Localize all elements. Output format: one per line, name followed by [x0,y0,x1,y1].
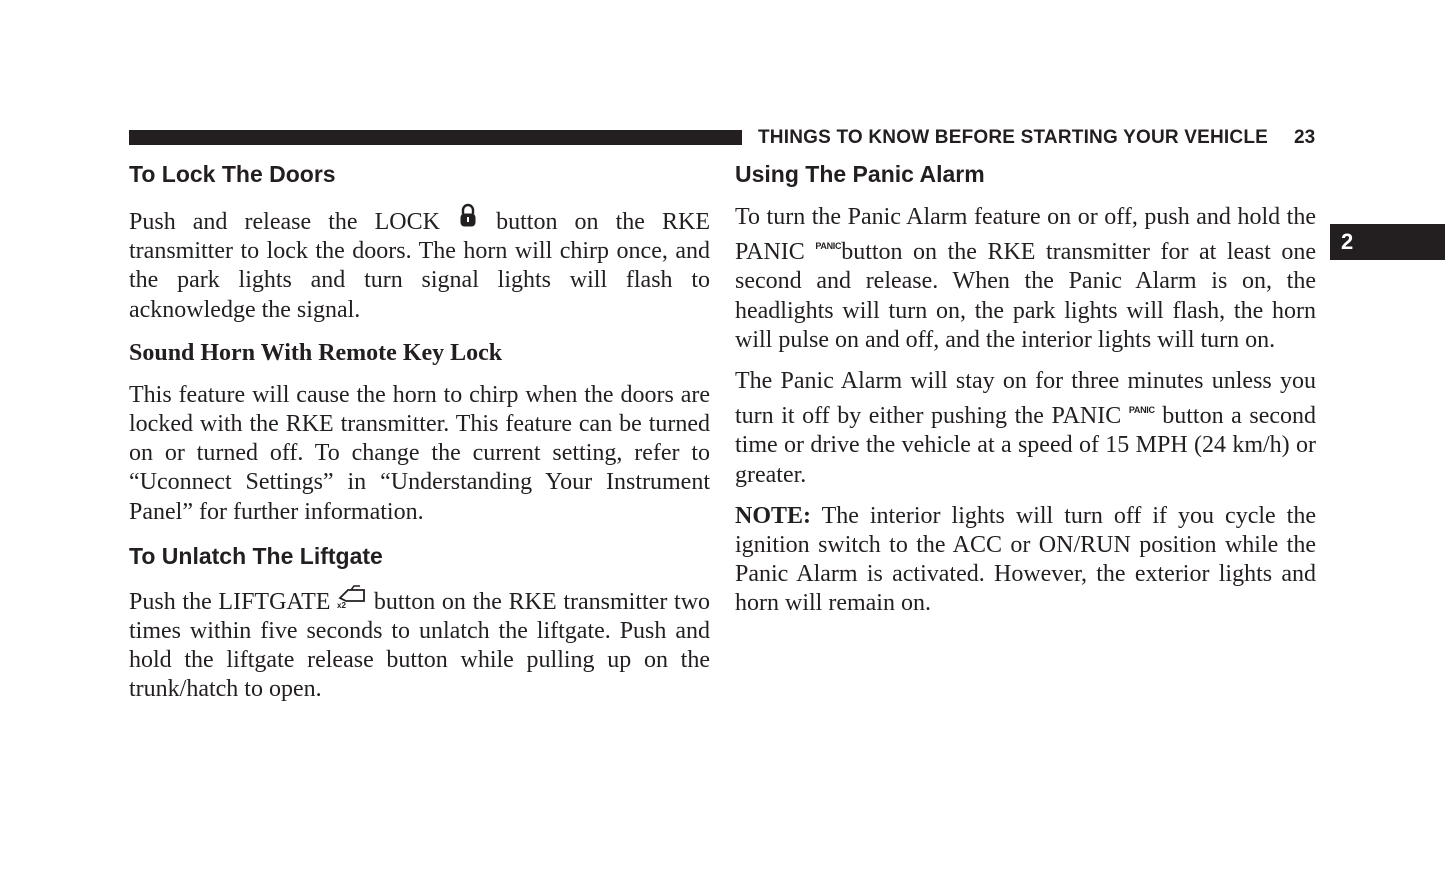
note-paragraph [735,502,1316,619]
liftgate-text-end: button on the RKE transmitter two times within five seconds to unlatch the liftgate. Push and hold the liftgate release button while pulling up on the trunk/hatch to open. [129,588,711,703]
page-number: 23 [1294,127,1316,148]
panic-icon: PANIC [1128,405,1155,416]
note-text: The interior lights will turn off if you cycle the ignition switch to the ACC or ON/RUN position while the Panic Alarm is activated. However, the exterior lights and horn will remain on. [735,502,1316,617]
liftgate-x2-icon [337,585,367,617]
left-column [129,158,710,705]
note-label: NOTE: [735,502,812,529]
section-heading-unlatch-liftgate: To Unlatch The Liftgate [129,542,383,569]
section-heading-lock-doors: To Lock The Doors [129,161,336,187]
right-column [735,158,1316,619]
svg-text:x2: x2 [337,600,347,609]
chapter-tab: 2 [1330,224,1445,260]
panic-p1-start: To turn the Panic Alarm feature on or off, push and hold the PANIC [735,204,1316,266]
sound-horn-paragraph: This feature will cause the horn to chirp when the doors are locked with the RKE transmitter. This feature can be turned on or turned off. To change the current setting, refer to “Uconnect Settings” in “Understanding Your Instrument Panel” for further information. [129,381,710,525]
section-heading-panic-alarm: Using The Panic Alarm [735,161,985,187]
panic-icon: PANIC [815,241,842,252]
panic-paragraph-1 [735,203,1316,355]
lock-text-start: Push and release the LOCK [129,209,440,235]
subheading-sound-horn: Sound Horn With Remote Key Lock [129,339,503,366]
panic-p1-end: button on the RKE transmitter for at least one second and release. When the Panic Alarm is on, the headlights will turn on, the park lights will flash, the horn will pulse on and off, and the interior lights will turn on. [735,239,1316,353]
lock-doors-paragraph [129,203,710,325]
panic-paragraph-2 [735,367,1316,490]
panic-p2-end: button a second time or drive the vehicle at a speed of 15 MPH (24 km/h) or greater. [735,403,1316,488]
lock-icon [457,203,479,237]
header-bar [129,130,742,145]
panic-p2-start: The Panic Alarm will stay on for three minutes unless you turn it off by either pushing the PANIC [735,368,1316,430]
liftgate-text-start: Push the LIFTGATE [129,588,331,615]
liftgate-paragraph [129,585,710,705]
lock-text-end: button on the RKE transmitter to lock the doors. The horn will chirp once, and the park lights and turn signal lights will flash to acknowledge the signal. [129,209,711,323]
running-header: THINGS TO KNOW BEFORE STARTING YOUR VEHICLE [758,127,1269,148]
